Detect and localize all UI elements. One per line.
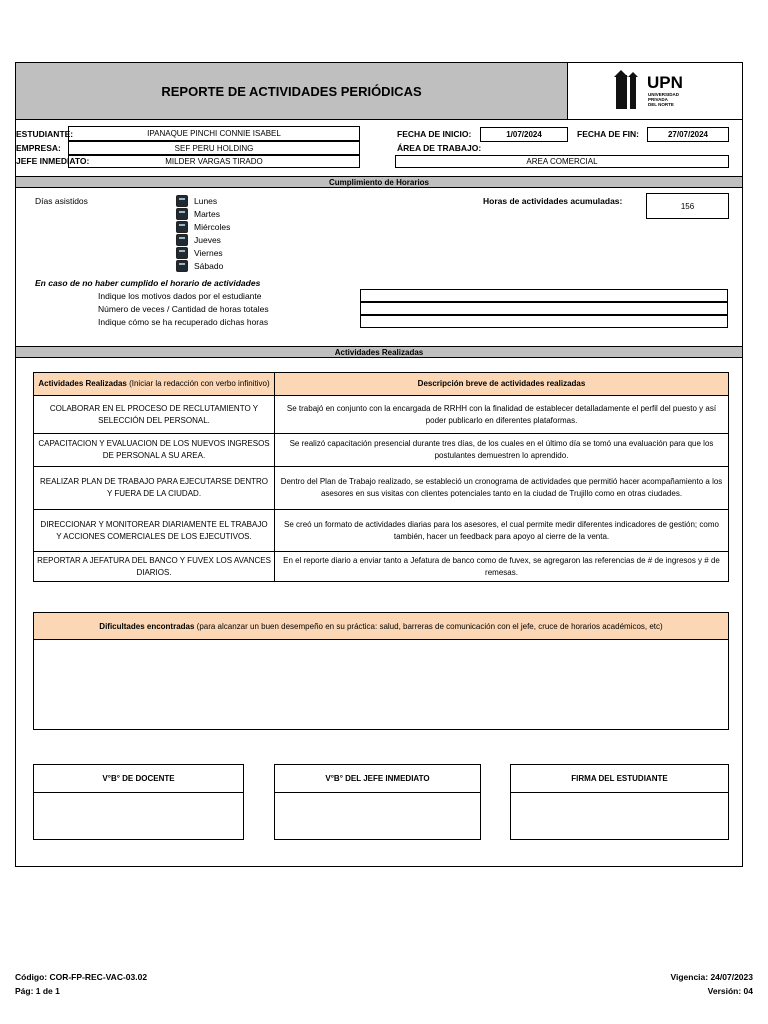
end-date-field: 27/07/2024	[647, 127, 729, 142]
teacher-signature-label: V°B° DE DOCENTE	[34, 765, 243, 793]
logo-text: UPN	[647, 73, 683, 92]
footer-code: Código: COR-FP-REC-VAC-03.02	[15, 972, 148, 982]
activity-cell: COLABORAR EN EL PROCESO DE RECLUTAMIENTO Y SELECCIÓN DEL PERSONAL.	[34, 396, 275, 434]
activities-table	[33, 372, 729, 582]
not-met-recovery: Indique cómo se ha recuperado dichas horas	[98, 317, 269, 327]
hours-field: 156	[646, 193, 729, 219]
table-row	[34, 510, 729, 552]
boss-signature-box[interactable]	[274, 764, 481, 840]
day-item[interactable]: Jueves	[176, 233, 230, 246]
activity-cell: DIRECCIONAR Y MONITOREAR DIARIAMENTE EL TRABAJO Y ACCIONES COMERCIALES DE LOS EJECUTIVOS.	[34, 510, 275, 552]
col-activities-header: Actividades Realizadas (Iniciar la redacción con verbo infinitivo)	[34, 373, 275, 396]
checkbox-icon[interactable]	[176, 247, 188, 259]
student-signature-label: FIRMA DEL ESTUDIANTE	[511, 765, 728, 793]
hours-label: Horas de actividades acumuladas:	[483, 196, 623, 206]
footer-validity: Vigencia: 24/07/2023	[670, 972, 753, 982]
recovery-input[interactable]	[360, 315, 728, 328]
day-item[interactable]: Viernes	[176, 246, 230, 259]
reasons-input[interactable]	[360, 289, 728, 302]
day-item[interactable]: Sábado	[176, 259, 230, 272]
area-field: AREA COMERCIAL	[395, 155, 729, 168]
not-met-reasons: Indique los motivos dados por el estudiante	[98, 291, 262, 301]
description-cell: Se creó un formato de actividades diarias para los asesores, el cual permite medir diferentes indicadores de gestión; como también, hacer un feedback para apoyo al cierre de la venta.	[275, 510, 729, 552]
area-label: ÁREA DE TRABAJO:	[397, 143, 482, 153]
report-title: REPORTE DE ACTIVIDADES PERIÓDICAS	[16, 63, 568, 119]
col-description-header: Descripción breve de actividades realizadas	[275, 373, 729, 396]
activity-cell: REALIZAR PLAN DE TRABAJO PARA EJECUTARSE DENTRO Y FUERA DE LA CIUDAD.	[34, 467, 275, 510]
footer-version: Versión: 04	[707, 986, 753, 996]
boss-field: MILDER VARGAS TIRADO	[68, 155, 360, 168]
schedule-section-title: Cumplimiento de Horarios	[16, 176, 742, 188]
end-date-label: FECHA DE FIN:	[577, 129, 640, 139]
activities-section-title: Actividades Realizadas	[16, 346, 742, 358]
checkbox-icon[interactable]	[176, 234, 188, 246]
table-row	[34, 434, 729, 467]
difficulties-textarea[interactable]	[33, 640, 729, 730]
description-cell: Se trabajó en conjunto con la encargada de RRHH con la finalidad de establecer detalladamente el perfil del puesto y así poder publicarlo en diferentes plataformas.	[275, 396, 729, 434]
student-signature-box[interactable]	[510, 764, 729, 840]
difficulties-header: Dificultades encontradas (para alcanzar un buen desempeño en su práctica: salud, barreras de comunicación con el jefe, cruce de horarios académicos, etc)	[33, 612, 729, 640]
table-row	[34, 396, 729, 434]
days-label: Días asistidos	[35, 196, 88, 206]
checkbox-icon[interactable]	[176, 260, 188, 272]
description-cell: Se realizó capacitación presencial durante tres días, de los cuales en el último día se tomó una evaluación para que los postulantes demuestren lo aprendido.	[275, 434, 729, 467]
start-date-field: 1/07/2024	[480, 127, 568, 142]
divider	[16, 119, 742, 120]
not-met-count: Número de veces / Cantidad de horas totales	[98, 304, 269, 314]
checkbox-icon[interactable]	[176, 208, 188, 220]
table-row	[34, 552, 729, 582]
footer-page: Pág: 1 de 1	[15, 986, 60, 996]
boss-label: JEFE INMEDIATO:	[16, 156, 90, 166]
boss-signature-label: V°B° DEL JEFE INMEDIATO	[275, 765, 480, 793]
day-item[interactable]: Miércoles	[176, 220, 230, 233]
day-item[interactable]: Lunes	[176, 194, 230, 207]
start-date-label: FECHA DE INICIO:	[397, 129, 472, 139]
company-label: EMPRESA:	[16, 143, 61, 153]
activity-cell: REPORTAR A JEFATURA DEL BANCO Y FUVEX LOS AVANCES DIARIOS.	[34, 552, 275, 582]
checkbox-icon[interactable]	[176, 195, 188, 207]
description-cell: En el reporte diario a enviar tanto a Jefatura de banco como de fuvex, se agregaron las referencias de # de ingresos y # de remesas.	[275, 552, 729, 582]
teacher-signature-box[interactable]	[33, 764, 244, 840]
upn-logo	[568, 63, 742, 119]
description-cell: Dentro del Plan de Trabajo realizado, se estableció un cronograma de actividades que permitió hacer acompañamiento a los asesores en sus visitas con clientes potenciales tanto en la ciudad de Trujillo como en otras ciudades.	[275, 467, 729, 510]
logo-subtitle: UNIVERSIDAD PRIVADA DEL NORTE	[648, 92, 680, 107]
table-row	[34, 467, 729, 510]
checkbox-icon[interactable]	[176, 221, 188, 233]
student-field: IPANAQUE PINCHI CONNIE ISABEL	[68, 126, 360, 141]
company-field: SEF PERU HOLDING	[68, 141, 360, 155]
student-label: ESTUDIANTE:	[16, 129, 74, 139]
not-met-title: En caso de no haber cumplido el horario de actividades	[35, 278, 261, 288]
days-list	[176, 194, 230, 272]
day-item[interactable]: Martes	[176, 207, 230, 220]
count-input[interactable]	[360, 302, 728, 315]
activity-cell: CAPACITACION Y EVALUACION DE LOS NUEVOS INGRESOS DE PERSONAL A SU AREA.	[34, 434, 275, 467]
